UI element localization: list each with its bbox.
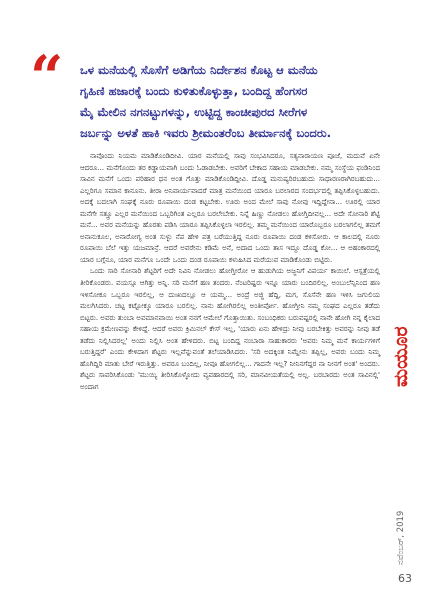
page-number: 63 [398,572,412,585]
article-body [80,150,380,392]
pull-quote [80,60,398,144]
pull-quote-line: ಗೃಹಿಣಿ ಹಜಾರಕ್ಕೆ ಬಂದು ಕುಳಿತುಕೊಳ್ಳುತ್ತಾ, ಬಂದಿದ್ದ ಹೆಂಗಸರ [80,84,308,98]
issue-date-label [386,400,416,570]
magazine-logo [388,255,414,395]
article-paragraph: ನಾವೊಂದು ನಿಯಮ ಮಾಡಿಕೊಂಡಿದೀವಿ. ಯಾರ ಮನೆಯಲ್ಲಿ ಸಾವು ಸಂಭವಿಸಿದರೂ, ಸತ್ಯನಾರಾಯಣ ಪೂಜೆ, ಮದುವೆ ಏನೇ ಆದರೂ... ಮನೆಗೊಂದು ತರ ಕಡ್ಡಾಯವಾಗಿ ಬಂದು ಓಡಾಡಬೇಕು. ಅವರಿಗೆ ಬೇಕಾದ ಸಹಾಯ ಮಾಡಬೇಕು. ನಮ್ಮ ಸಂಸ್ಥೆಯ ಫಂಡಿನಿಂದ ಸಾವಿನ ಮನೆಗೆ ಒಂದು ಪರಿಹಾರ ಧನ ಅಂತ ಗೊತ್ತು ಮಾಡಿಕೊಂಡಿದ್ದೀವಿ. ದೊಡ್ಡ ಮನುಷ್ಯರಿರಬಹುದು ಸಾಧಾರಣರಾಗಿರಬಹುದು... ಎಲ್ಲರಿಗೂ ಸಮಾನ ಕಾನೂನು. ತೀರಾ ಅನಿವಾರ್ಯವಾದರೆ ಮಾತ್ರ ಮನೆಯಿಂದ ಯಾರೂ ಬರಲಾರದ ಸಂದರ್ಭದಲ್ಲಿ ತಪ್ಪಿಸಿಕೊಳ್ಳಬಹುದು. ಅದಕ್ಕೆ ಬದಲಾಗಿ ಸಂಘಕ್ಕೆ ನೂರು ರೂಪಾಯಿ ದಂಡ ಕಟ್ಟಬೇಕು. ಊರು ಅಂದ ಮೇಲೆ ಸಾವು ನೋವು ಇದ್ದಿದ್ದೇನಾ... ಊರಲ್ಲಿ ಯಾರ ಮನೆಗೇ ಸತ್ತ್ರೂ ಎಲ್ಲರ ಮನೆಯಿಂದ ಒಬ್ಬರಿಗಿಂತ ಎಲ್ಲರೂ ಬರಲೇಬೇಕು. ನಿನ್ನೆ ಹಿಣ್ಣು ನೋಡಲು ಹೋಗ್ತಿದೀವಲ್ಲ... ಅದೇ ಸೋನಾರಿ ಶೆಟ್ಟಿ ಮನೆ... ಅವರ ಮನೆಯನ್ನು ಹೊರತು ಪಡಿಸಿ ಯಾರೂ ತಪ್ಪಿಸಿಕೊಳ್ಳಲಾ ಇರಲಿಲ್ಲ. ತಮ್ಮ ಮನೆಯಿಂದ ಯಾರೊಬ್ಬರೂ ಬರಲಾಗಲಿಲ್ಲ ತಮಗೆ ಅನಾನುಕೂಲ, ಅನಾರೋಗ್ಯ ಅಂತ ಸುಳ್ಳು ನೆಪ ಹೇಳಿ ಪತ್ರ ಬರೆಯುತ್ತಿದ್ದ ನೂರು ರೂಪಾಯಿ ದಂಡ ಕಳಿಸೋರು. ಆ ಕಾಲದಲ್ಲಿ ನೂರು ರೂಪಾಯಿ ಬೆಲೆ ಇತ್ತು ಯಜಮಾನ್ರೆ. ಆದರೆ ಅವರೇನು ಕಡಿಮೆ ಅನೆ, ಅದಾದ ಒಂದು ತಾಸ ಇದ್ದೂ ದೊಡ್ಡ ಕೋ... ಆ ಅಹಂಕಾರದಲ್ಲಿ ಯಾರ ಬಗ್ಗೆನೂ, ಯಾರ ಮನೆಗೂ ಒಂದೇ ಒಂದು ದಂಡ ರೂಪಾಯಿ ಕಳುಹಿಸಿದ ಮರೆಯುವ ಮಾಡಿಕೊಂಡು ಬಿಟ್ಟಿರು. [80,151,380,264]
pull-quote-line: ಮೈ ಮೇಲಿನ ನಗನಟ್ಟುಗಳನ್ನು, ಉಟ್ಟಿದ್ದ ಕಾಂಚೀಪುರದ ಸೀರೆಗಳ [80,105,308,119]
pull-quote-line: ಒಳ ಮನೆಯಲ್ಲಿ ಸೊಸೆಗೆ ಅಡಿಗೆಯ ನಿರ್ದೇಶನ ಕೊಟ್ಟ ಆ ಮನೆಯ [80,63,318,77]
quote-mark-icon: “ [30,43,64,111]
magazine-name-text: ಮಯೂರ [390,326,412,387]
article-paragraph: ಒಂದು ಸಾರಿ ಸೋನಾರಿ ಶೆಟ್ಟರಿಗೆ ಅದೇ ನಿವಿನಿ ನೋಡಲು ಹೋಗ್ತೀರೋ ಆ ಹುಡುಗಿಯ ಅಜ್ಜನಿಗೆ ವಿಪರ್ಯ ಕಾಯಿಲೆ. ಆಸ್ಪತ್ರೆಯಲ್ಲಿ ತೀರಿಕೊಂಡರು. ವಯಸ್ಸೂ ಆಗಿತ್ತು ಅನ್ನಿ. ಸರಿ ಮನೆಗೆ ಹಣ ತಂದರು. ನೆಂಟರಿಷ್ಟರು ಇನ್ನೂ ಯಾರು ಬಂದಿರಲಿಲ್ಲ. ಅಂಬುಲೆನ್ಸಿನಿಂದ ಹಣ ಇಳಿಸೋಕೂ ಒಬ್ಬರೂ ಇರಲಿಲ್ಲ, ಆ ದುಃಖದಲ್ಲೂ ಆ ಯಮ್ಮ... ಅಂದ್ರೆ ಅಜ್ಜಿ ಹೆದ್ದಿ, ಮಗ, ಸೊಸೆನೇ ಹಣ ಇಳಿಸಿ ಜಗುಲಿಯ ಮಲಗಿಸಿದರು. ಚಟ್ಟ ಕಟ್ಟೋಕ್ಕೂ ಯಾರೂ ಬರಲಿಲ್ಲ. ನಾನು ಹೋಗಿರಲಿಲ್ಲ ಅಂತೀರ್ಪೋ. ಹೋಗ್ತೀನಿ ನಮ್ಮ ಸಂಘದ ಎಲ್ಲರೂ ತಡೆದು ಬಿಟ್ಟರು. ಅವರು ತುಂಬಾ ಅವಮಾನವಾಯಿ ಅಂತ ನನಗೆ ಆಮೇಲೆ ಗೊತ್ತಾಯಿತು. ಸಂಬಂಧಿಕರು ಬರುವಷ್ಟರಲ್ಲಿ ನಾನೇ ಹೋಗಿ ನನ್ನ ಕೈಲಾದ ಸಹಾಯ ಕ್ರಮೇಣವನ್ನು ಕೇಳಿದ್ದೆ. ಆದರೆ ಅವರು ಕ್ರಿಮಿನಲ್ ಕೇಸ್ ಇಲ್ಲ, 'ಯಾರು ಏನು ಹೇಳಿದ್ರು ನೀವು ಬರಬೇಕಿತ್ತು ಅವರನ್ನು ನೀವು ತಡೆ ತಡೆದು ನಿಲ್ಲಿಸಿದರಲ್ಲ' ಅಂದು ನಿಲ್ಲಿಸಿ ಅಂತ ಹೇಳಿದರು. ಬಿಟ್ಟ ಬಂದಿದ್ದ ನಂಬಾರಾ ಸಾಹುಕಾರರು 'ಅವರು ನಿಮ್ಮ ಮನೆ ಕಾರ್ಯಗಳಿಗೆ ಬರುತ್ತಿದ್ದರೆ' ಎಂದು ಕೇಳಿದಾಗ ಶೆಟ್ಟರು ಇಲ್ಲವೆನ್ನುವಂತೆ ತಲೆಯಾಡಿಸಿದರು. 'ಸರಿ ಅದಕ್ಕಿಂತ ನಿಮ್ದೇನು ತಪ್ಪಿಲ್ಲ, ಅವರು ಬಂದು ನಿಮ್ಮ ಹೊಗಿದ್ದಿರಿ ಮಾತು ಬೇರೆ ಇರುತ್ತಿತ್ತು. ಅವರೂ ಬಂದಿಲ್ಲ, ನೀವೂ ಹೋಗಲಿಲ್ಲ... ಗಾದನೇ ಇಲ್ಲ? ನೀನಿನಗೆದ್ದರ ನಾ ನೀನಗೆ ಅಂತ' ಅಂದರು. ಶೆಟ್ಟರು ಸಾವರಿಸಿಕೊಂಡು 'ಮುಯ್ಯಿ ತೀರಿಸಿಕೊಳ್ಳೋದು ವ್ಯವಹಾರದಲ್ಲಿ ಸರಿ, ಮಾನವೀಯತೆಯಲ್ಲಿ ಅಲ್ಲ. ಬರಬಾರದು ಅಂತ ಸಾವಿನಲ್ಲಿ' ಅಂದಾಗ [80,266,380,391]
pull-quote-line: ಜರ್ಬನ್ನು ಅಳತೆ ಹಾಕಿ ಇವರು ಶ್ರೀಮಂತರೆಂಬ ತೀರ್ಮಾನಕ್ಕೆ ಬಂದರು. [80,126,332,140]
issue-date-text: ನವೆಂಬರ್, 2019 [396,510,406,565]
